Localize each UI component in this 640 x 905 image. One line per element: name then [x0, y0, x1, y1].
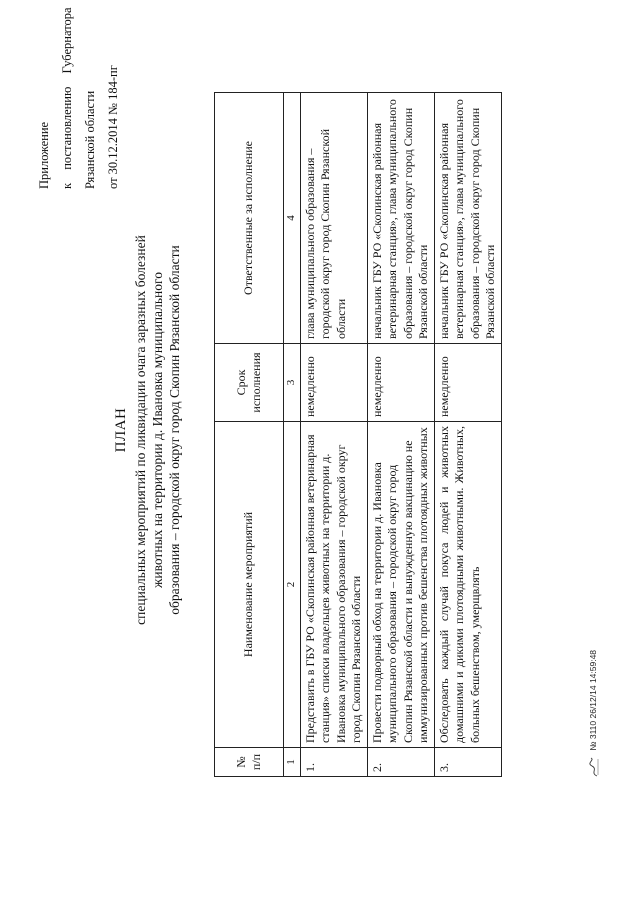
table-row [367, 93, 434, 777]
approval-line-4: от 30.12.2014 № 184-пг [106, 65, 120, 189]
row-term: немедленно [434, 344, 501, 422]
approval-line-2: к постановлению Губернатора [60, 7, 74, 189]
row-action: Представить в ГБУ РО «Скопинская районная ветеринарная станция» списки владельцев животных на территории д. Ивановка муниципального образования – городской округ город Скопин Рязанской области [300, 422, 367, 748]
header-term: Срок исполнения [215, 344, 284, 422]
row-term: немедленно [300, 344, 367, 422]
table-header-row [215, 93, 284, 777]
row-responsible: глава муниципального образования – городской округ город Скопин Рязанской области [300, 93, 367, 344]
row-term: немедленно [367, 344, 434, 422]
row-action: Провести подворный обход на территории д. Ивановка муниципального образования – городской округ город Скопин Рязанской области и вынужденную вакцинацию не иммунизированных против бешенства плотоядных животных [367, 422, 434, 748]
row-number: 3. [434, 748, 501, 777]
title-line-2: животных на территории д. Ивановка муниципального [150, 272, 165, 588]
approval-line-1: Приложение [37, 121, 51, 189]
header-action: Наименование мероприятий [215, 422, 284, 748]
approval-line-3: Рязанской области [83, 90, 97, 189]
table-row [300, 93, 367, 777]
title-heading: ПЛАН [113, 407, 129, 453]
stamp-mark-icon [589, 757, 599, 777]
registration-stamp [588, 650, 599, 777]
column-number: 3 [284, 344, 301, 422]
approval-block [33, 7, 125, 189]
plan-table [214, 92, 502, 777]
table-row [434, 93, 501, 777]
document-title [113, 195, 183, 665]
row-number: 1. [300, 748, 367, 777]
row-responsible: начальник ГБУ РО «Скопинская районная ветеринарная станция», глава муниципального образования – городской округ город Скопин Рязанской области [434, 93, 501, 344]
stamp-text: № 3110 26/12/14 14:59:48 [588, 649, 598, 751]
column-number: 4 [284, 93, 301, 344]
title-line-3: образования – городской округ город Скопин Рязанской области [167, 245, 182, 615]
title-line-1: специальных мероприятий по ликвидации очага заразных болезней [133, 235, 148, 625]
column-number: 2 [284, 422, 301, 748]
column-number: 1 [284, 748, 301, 777]
column-numbers-row [284, 93, 301, 777]
row-action: Обследовать каждый случай покуса людей и животных домашними и дикими плотоядными животными. Животных, больных бешенством, умерщвлять [434, 422, 501, 748]
row-number: 2. [367, 748, 434, 777]
row-responsible: начальник ГБУ РО «Скопинская районная ветеринарная станция», глава муниципального образования – городской округ город Скопин Рязанской области [367, 93, 434, 344]
header-number: № п/п [215, 748, 284, 777]
header-responsible: Ответственные за исполнение [215, 93, 284, 344]
